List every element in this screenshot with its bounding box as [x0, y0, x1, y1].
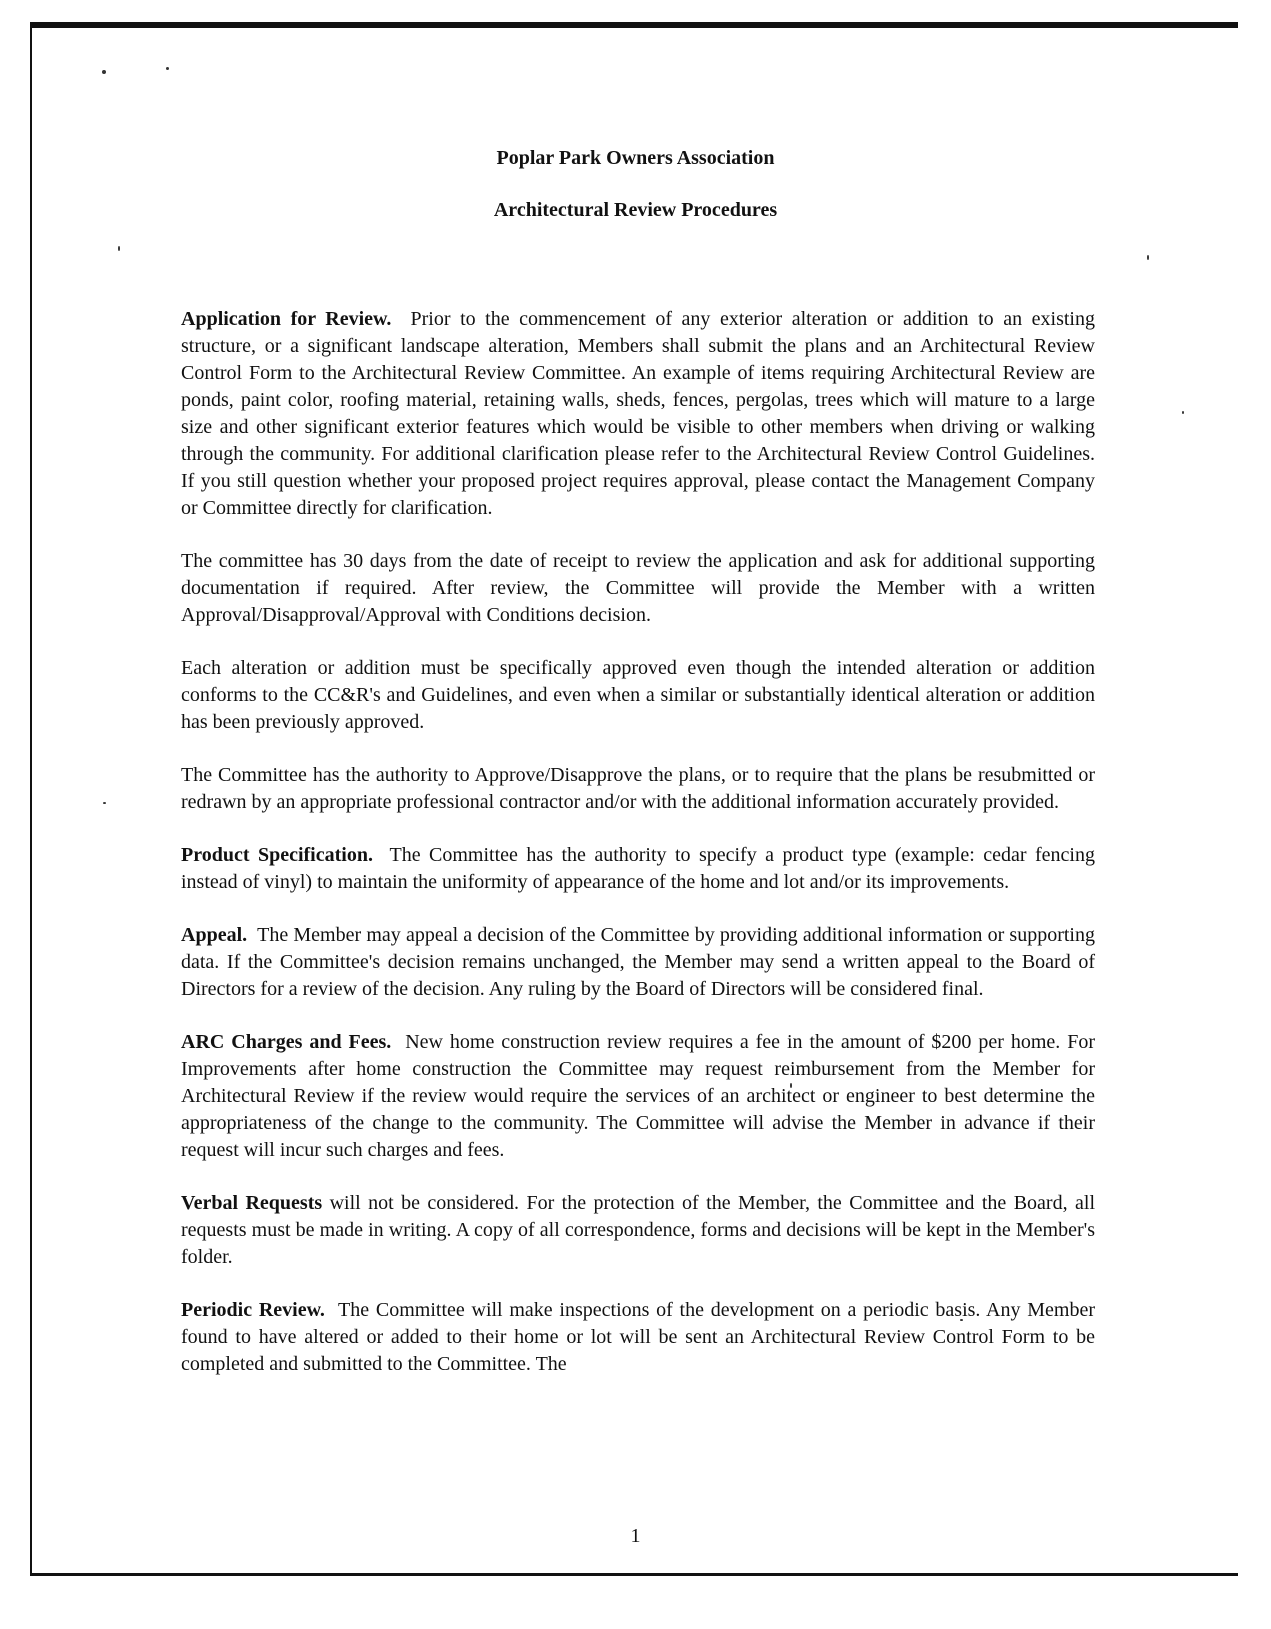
scan-speck — [118, 246, 120, 251]
paragraph-committee-authority — [181, 762, 1095, 816]
page-border-bottom — [30, 1573, 1238, 1576]
page-border-left — [30, 22, 32, 1575]
document-body — [181, 306, 1095, 1404]
paragraph-application-for-review — [181, 306, 1095, 522]
paragraph-text: The Member may appeal a decision of the Committee by providing additional information or supporting data. If the Committee's decision remains unchanged, the Member may send a written appeal to the Board of Directors for a review of the decision. Any ruling by the Board of Directors will be considered final. — [181, 924, 1095, 1000]
page-border-top — [30, 22, 1238, 28]
paragraph-heading: Product Specification. — [181, 844, 373, 866]
paragraph-heading: Verbal Requests — [181, 1192, 323, 1214]
paragraph-product-specification — [181, 842, 1095, 896]
document-header — [0, 145, 1271, 223]
scan-speck — [102, 70, 106, 74]
paragraph-review-period — [181, 548, 1095, 629]
paragraph-heading: ARC Charges and Fees. — [181, 1031, 392, 1053]
paragraph-arc-charges-and-fees — [181, 1029, 1095, 1164]
paragraph-heading: Periodic Review. — [181, 1299, 325, 1321]
organization-name: Poplar Park Owners Association — [496, 147, 775, 169]
paragraph-verbal-requests — [181, 1190, 1095, 1271]
paragraph-text: The Committee will make inspections of the development on a periodic basis. Any Member found to have altered or added to their home or lot will be sent an Architectural Review Control Form to be completed and submitted to the Committee. The — [181, 1299, 1095, 1375]
document-title: Architectural Review Procedures — [493, 199, 778, 221]
paragraph-periodic-review — [181, 1297, 1095, 1378]
paragraph-text: The committee has 30 days from the date of receipt to review the application and ask for additional supporting documentation if required. After review, the Committee will provide the Member with a written Approval/Disapproval/Approval with Conditions decision. — [181, 550, 1095, 626]
scan-speck — [1182, 411, 1184, 414]
scan-speck — [1147, 255, 1149, 260]
paragraph-text: New home construction review requires a fee in the amount of $200 per home. For Improvements after home construction the Committee may request reimbursement from the Member for Architectural Review if the review would require the services of an architect or engineer to best determine the appropriateness of the change to the community. The Committee will advise the Member in advance if their request will incur such charges and fees. — [181, 1031, 1096, 1161]
paragraph-text: Each alteration or addition must be specifically approved even though the intended alteration or addition conforms to the CC&R's and Guidelines, and even when a similar or substantially identical alteration or addition has been previously approved. — [181, 657, 1095, 733]
scan-speck — [103, 802, 106, 804]
paragraph-text: will not be considered. For the protection of the Member, the Committee and the Board, all requests must be made in writing. A copy of all correspondence, forms and decisions will be kept in the Member's folder. — [181, 1192, 1096, 1268]
scan-speck — [166, 67, 169, 70]
paragraph-heading: Appeal. — [181, 924, 248, 946]
paragraph-appeal — [181, 922, 1095, 1003]
paragraph-specific-approval — [181, 655, 1095, 736]
paragraph-text: The Committee has the authority to specify a product type (example: cedar fencing instead of vinyl) to maintain the uniformity of appearance of the home and lot and/or its improvements. — [181, 844, 1095, 893]
paragraph-text: The Committee has the authority to Approve/Disapprove the plans, or to require that the plans be resubmitted or redrawn by an appropriate professional contractor and/or with the additional information accurately provided. — [181, 764, 1095, 813]
paragraph-text: Prior to the commencement of any exterior alteration or addition to an existing structure, or a significant landscape alteration, Members shall submit the plans and an Architectural Review Control Form to the Architectural Review Committee. An example of items requiring Architectural Review are ponds, paint color, roofing material, retaining walls, sheds, fences, pergolas, trees which will mature to a large size and other significant exterior features which would be visible to other members when driving or walking through the community. For additional clarification please refer to the Architectural Review Control Guidelines. If you still question whether your proposed project requires approval, please contact the Management Company or Committee directly for clarification. — [181, 308, 1095, 519]
page-number: 1 — [630, 1525, 641, 1547]
paragraph-heading: Application for Review. — [181, 308, 392, 330]
